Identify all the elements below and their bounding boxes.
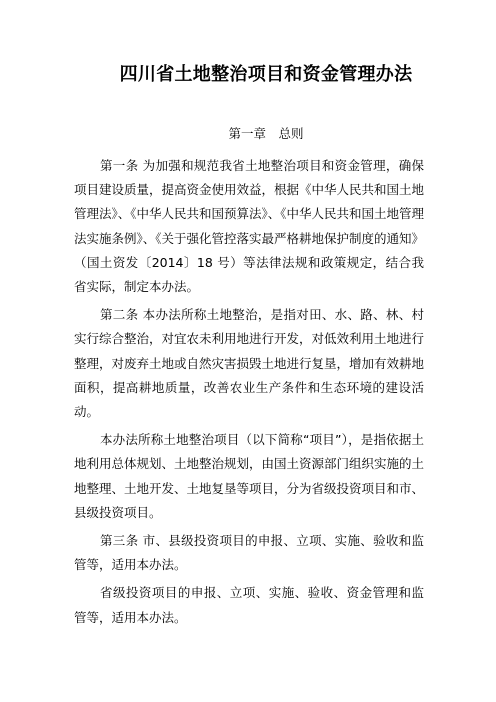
paragraph-provincial-projects: 省级投资项目的申报、立项、实施、验收、资金管理和监管等，适用本办法。	[74, 585, 424, 625]
chapter-heading: 第一章 总则	[228, 126, 304, 141]
paragraph-article-1: 第一条 为加强和规范我省土地整治项目和资金管理，确保项目建设质量，提高资金使用效益，根据《中华人民共和国土地管理法》、《中华人民共和国预算法》、《中华人民共和国土地管理法实施条例》、《关于强化管控落实最严格耕地保护制度的通知》（国土资发〔2014〕18 号）等法律法规和政策规定，结合我省实际，制定本办法。	[74, 158, 425, 295]
paragraph-project-definition: 本办法所称土地整治项目（以下简称“项目”），是指依据土地利用总体规划、土地整治规划，由国土资源部门组织实施的土地整理、土地开发、土地复垦等项目，分为省级投资项目和市、县级投资项目。	[74, 432, 425, 520]
document-title: 四川省土地整治项目和资金管理办法	[119, 64, 413, 85]
document-body	[74, 154, 424, 634]
paragraph-article-3: 第三条 市、县级投资项目的申报、立项、实施、验收和监管等，适用本办法。	[74, 533, 424, 573]
paragraph-article-2: 第二条 本办法所称土地整治，是指对田、水、路、林、村实行综合整治，对宜农未利用地进行开发，对低效利用土地进行整理，对废弃土地或自然灾害损毁土地进行复垦，增加有效耕地面积，提高耕地质量，改善农业生产条件和生态环境的建设活动。	[74, 307, 425, 420]
